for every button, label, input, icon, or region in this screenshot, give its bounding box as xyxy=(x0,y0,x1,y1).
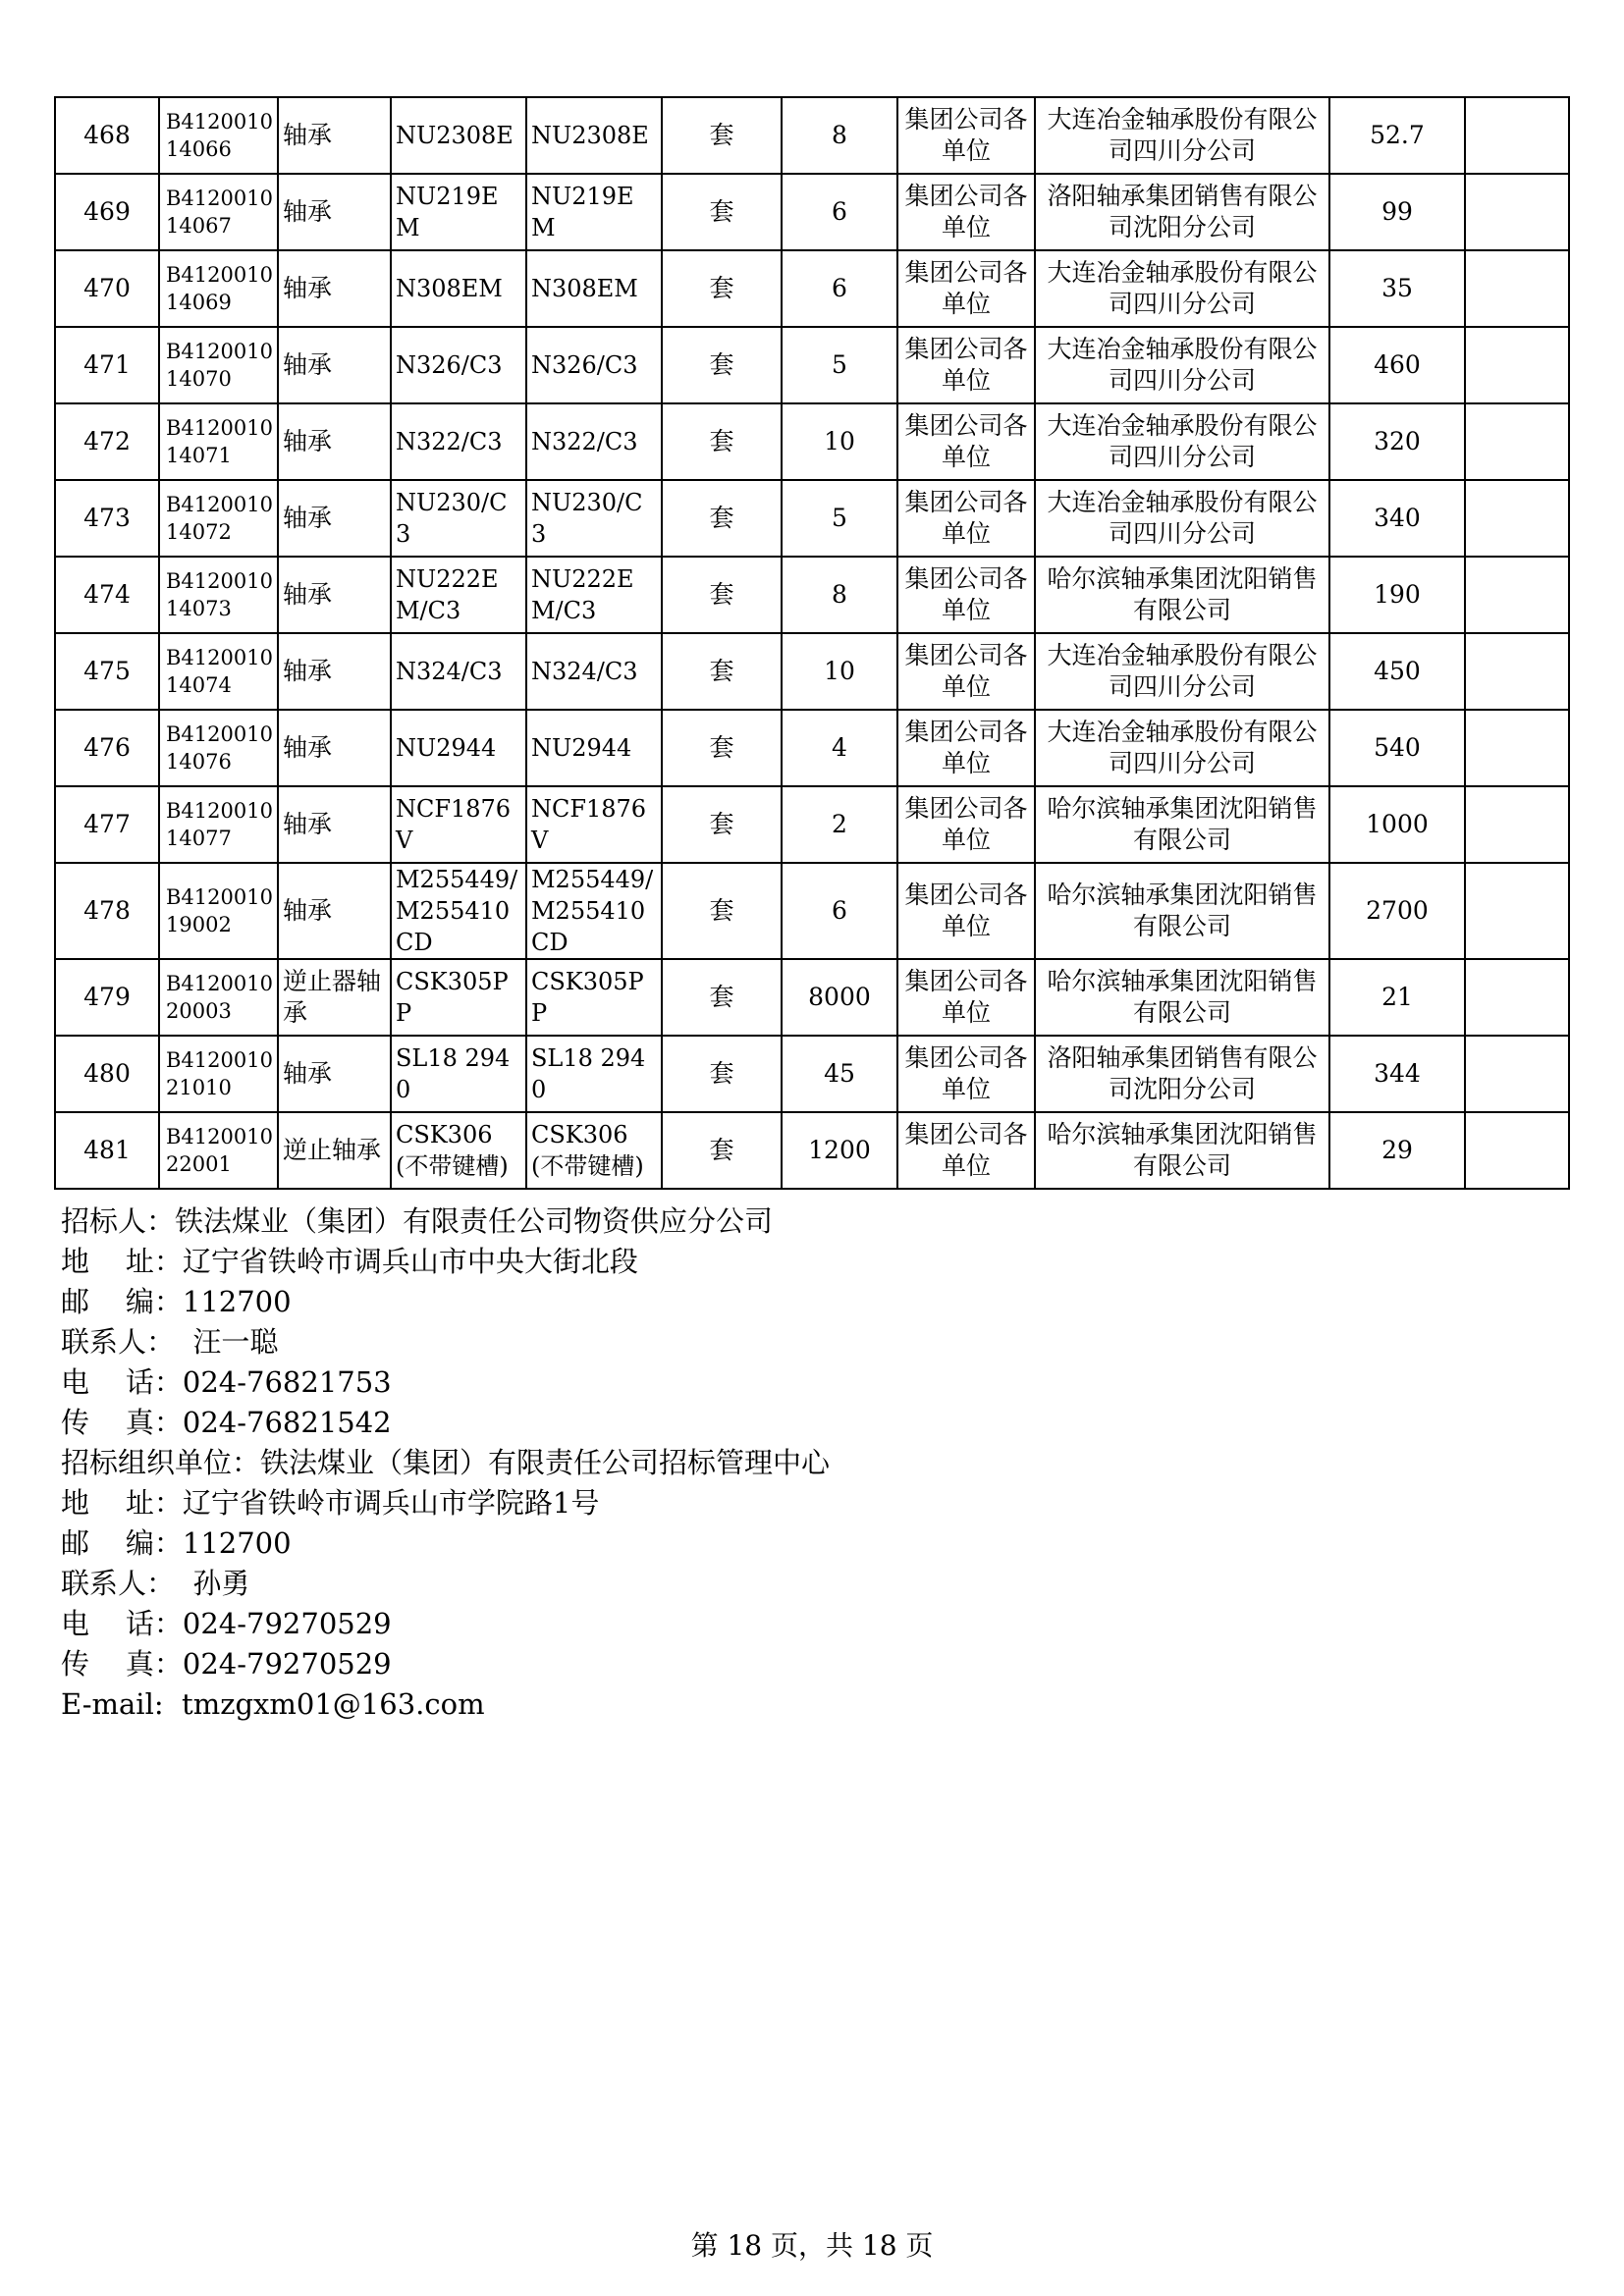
user-unit-cell: 集团公司各单位 xyxy=(897,327,1035,403)
price-cell: 29 xyxy=(1329,1112,1465,1189)
material-name-cell: 轴承 xyxy=(278,480,391,557)
spec-model-cell: N308EM xyxy=(391,250,526,327)
row-number-cell: 468 xyxy=(55,97,159,174)
bid-spec-cell: SL18 2940 xyxy=(526,1036,662,1112)
tenderer-address-line: 地 址：辽宁省铁岭市调兵山市中央大街北段 xyxy=(61,1245,638,1278)
row-number-cell: 475 xyxy=(55,633,159,710)
material-name-cell: 轴承 xyxy=(278,863,391,959)
quantity-cell: 8 xyxy=(782,97,897,174)
user-unit-cell: 集团公司各单位 xyxy=(897,1036,1035,1112)
unit-cell: 套 xyxy=(662,557,782,633)
material-name-cell: 轴承 xyxy=(278,403,391,480)
user-unit-cell: 集团公司各单位 xyxy=(897,480,1035,557)
bid-spec-cell: N322/C3 xyxy=(526,403,662,480)
supplier-cell: 大连冶金轴承股份有限公司四川分公司 xyxy=(1035,403,1329,480)
spec-model-cell: NU230/C3 xyxy=(391,480,526,557)
table-row xyxy=(55,480,1569,557)
row-number-cell: 481 xyxy=(55,1112,159,1189)
remark-cell xyxy=(1465,959,1569,1036)
price-cell: 35 xyxy=(1329,250,1465,327)
table-row xyxy=(55,863,1569,959)
bid-spec-cell: N326/C3 xyxy=(526,327,662,403)
material-code-cell: B4120010 14069 xyxy=(159,250,278,327)
spec-model-cell: CSK305PP xyxy=(391,959,526,1036)
unit-cell: 套 xyxy=(662,863,782,959)
material-name-cell: 逆止轴承 xyxy=(278,1112,391,1189)
agency-postcode-line: 邮 编：112700 xyxy=(61,1526,292,1560)
spec-model-cell: N324/C3 xyxy=(391,633,526,710)
email-line: E-mail: tmzgxm01@163.com xyxy=(61,1687,485,1721)
table-row xyxy=(55,1112,1569,1189)
user-unit-cell: 集团公司各单位 xyxy=(897,863,1035,959)
material-name-cell: 轴承 xyxy=(278,250,391,327)
user-unit-cell: 集团公司各单位 xyxy=(897,786,1035,863)
price-cell: 340 xyxy=(1329,480,1465,557)
table-row xyxy=(55,959,1569,1036)
material-code-cell: B4120010 22001 xyxy=(159,1112,278,1189)
row-number-cell: 478 xyxy=(55,863,159,959)
quantity-cell: 6 xyxy=(782,250,897,327)
agency-line: 招标组织单位：铁法煤业（集团）有限责任公司招标管理中心 xyxy=(61,1446,831,1479)
tenderer-phone-line: 电 话：024-76821753 xyxy=(61,1365,392,1399)
unit-cell: 套 xyxy=(662,327,782,403)
bid-spec-cell: N308EM xyxy=(526,250,662,327)
table-row xyxy=(55,633,1569,710)
bid-spec-cell: NU2944 xyxy=(526,710,662,786)
spec-model-cell: NU2944 xyxy=(391,710,526,786)
row-number-cell: 473 xyxy=(55,480,159,557)
price-cell: 190 xyxy=(1329,557,1465,633)
bid-spec-cell: NCF1876V xyxy=(526,786,662,863)
price-cell: 2700 xyxy=(1329,863,1465,959)
supplier-cell: 大连冶金轴承股份有限公司四川分公司 xyxy=(1035,250,1329,327)
unit-cell: 套 xyxy=(662,250,782,327)
tenderer-fax-line: 传 真：024-76821542 xyxy=(61,1406,392,1439)
user-unit-cell: 集团公司各单位 xyxy=(897,710,1035,786)
bid-spec-cell: NU230/C3 xyxy=(526,480,662,557)
user-unit-cell: 集团公司各单位 xyxy=(897,959,1035,1036)
supplier-cell: 大连冶金轴承股份有限公司四川分公司 xyxy=(1035,710,1329,786)
material-name-cell: 轴承 xyxy=(278,557,391,633)
spec-model-cell: NU222EM/C3 xyxy=(391,557,526,633)
unit-cell: 套 xyxy=(662,959,782,1036)
row-number-cell: 477 xyxy=(55,786,159,863)
supplier-cell: 哈尔滨轴承集团沈阳销售有限公司 xyxy=(1035,1112,1329,1189)
table-row xyxy=(55,403,1569,480)
quantity-cell: 1200 xyxy=(782,1112,897,1189)
material-code-cell: B4120010 14073 xyxy=(159,557,278,633)
quantity-cell: 4 xyxy=(782,710,897,786)
material-name-cell: 轴承 xyxy=(278,97,391,174)
remark-cell xyxy=(1465,250,1569,327)
agency-fax-line: 传 真：024-79270529 xyxy=(61,1647,392,1681)
spec-model-cell: N326/C3 xyxy=(391,327,526,403)
row-number-cell: 469 xyxy=(55,174,159,250)
row-number-cell: 476 xyxy=(55,710,159,786)
quantity-cell: 5 xyxy=(782,327,897,403)
tenderer-line: 招标人：铁法煤业（集团）有限责任公司物资供应分公司 xyxy=(61,1204,774,1238)
unit-cell: 套 xyxy=(662,710,782,786)
spec-model-cell: NU219EM xyxy=(391,174,526,250)
page-footer: 第 18 页，共 18 页 xyxy=(690,2229,934,2262)
user-unit-cell: 集团公司各单位 xyxy=(897,97,1035,174)
agency-address-line: 地 址：辽宁省铁岭市调兵山市学院路1号 xyxy=(61,1486,600,1520)
material-name-cell: 轴承 xyxy=(278,174,391,250)
material-code-cell: B4120010 14070 xyxy=(159,327,278,403)
spec-model-cell: CSK306(不带键槽) xyxy=(391,1112,526,1189)
bid-spec-cell: NU2308E xyxy=(526,97,662,174)
remark-cell xyxy=(1465,327,1569,403)
remark-cell xyxy=(1465,863,1569,959)
row-number-cell: 474 xyxy=(55,557,159,633)
price-cell: 540 xyxy=(1329,710,1465,786)
supplier-cell: 大连冶金轴承股份有限公司四川分公司 xyxy=(1035,633,1329,710)
quantity-cell: 5 xyxy=(782,480,897,557)
row-number-cell: 471 xyxy=(55,327,159,403)
supplier-cell: 大连冶金轴承股份有限公司四川分公司 xyxy=(1035,327,1329,403)
material-code-cell: B4120010 14076 xyxy=(159,710,278,786)
material-name-cell: 逆止器轴承 xyxy=(278,959,391,1036)
row-number-cell: 470 xyxy=(55,250,159,327)
bid-spec-cell: M255449/M255410CD xyxy=(526,863,662,959)
remark-cell xyxy=(1465,633,1569,710)
user-unit-cell: 集团公司各单位 xyxy=(897,557,1035,633)
remark-cell xyxy=(1465,1036,1569,1112)
agency-phone-line: 电 话：024-79270529 xyxy=(61,1607,392,1640)
quantity-cell: 6 xyxy=(782,174,897,250)
bid-spec-cell: NU219EM xyxy=(526,174,662,250)
material-name-cell: 轴承 xyxy=(278,633,391,710)
agency-contact-line: 联系人： 孙勇 xyxy=(61,1567,250,1600)
material-code-cell: B4120010 14072 xyxy=(159,480,278,557)
material-name-cell: 轴承 xyxy=(278,710,391,786)
quantity-cell: 10 xyxy=(782,403,897,480)
quantity-cell: 8000 xyxy=(782,959,897,1036)
price-cell: 460 xyxy=(1329,327,1465,403)
bid-spec-cell: NU222EM/C3 xyxy=(526,557,662,633)
table-row xyxy=(55,557,1569,633)
quantity-cell: 6 xyxy=(782,863,897,959)
price-cell: 1000 xyxy=(1329,786,1465,863)
table-row xyxy=(55,786,1569,863)
table-row xyxy=(55,97,1569,174)
quantity-cell: 2 xyxy=(782,786,897,863)
remark-cell xyxy=(1465,403,1569,480)
row-number-cell: 480 xyxy=(55,1036,159,1112)
table-body xyxy=(55,97,1569,1189)
material-code-cell: B4120010 14077 xyxy=(159,786,278,863)
price-cell: 52.7 xyxy=(1329,97,1465,174)
unit-cell: 套 xyxy=(662,403,782,480)
unit-cell: 套 xyxy=(662,480,782,557)
remark-cell xyxy=(1465,710,1569,786)
material-code-cell: B4120010 14071 xyxy=(159,403,278,480)
remark-cell xyxy=(1465,1112,1569,1189)
material-name-cell: 轴承 xyxy=(278,327,391,403)
table-row xyxy=(55,250,1569,327)
user-unit-cell: 集团公司各单位 xyxy=(897,250,1035,327)
quantity-cell: 45 xyxy=(782,1036,897,1112)
table-row xyxy=(55,174,1569,250)
remark-cell xyxy=(1465,174,1569,250)
supplier-cell: 洛阳轴承集团销售有限公司沈阳分公司 xyxy=(1035,174,1329,250)
row-number-cell: 479 xyxy=(55,959,159,1036)
tenderer-contact-line: 联系人： 汪一聪 xyxy=(61,1325,279,1359)
bid-spec-cell: CSK306(不带键槽) xyxy=(526,1112,662,1189)
supplier-cell: 哈尔滨轴承集团沈阳销售有限公司 xyxy=(1035,959,1329,1036)
material-code-cell: B4120010 14066 xyxy=(159,97,278,174)
spec-model-cell: NU2308E xyxy=(391,97,526,174)
quantity-cell: 10 xyxy=(782,633,897,710)
user-unit-cell: 集团公司各单位 xyxy=(897,633,1035,710)
supplier-cell: 大连冶金轴承股份有限公司四川分公司 xyxy=(1035,97,1329,174)
user-unit-cell: 集团公司各单位 xyxy=(897,1112,1035,1189)
unit-cell: 套 xyxy=(662,97,782,174)
table-row xyxy=(55,1036,1569,1112)
spec-model-cell: M255449/M255410CD xyxy=(391,863,526,959)
user-unit-cell: 集团公司各单位 xyxy=(897,174,1035,250)
material-code-cell: B4120010 20003 xyxy=(159,959,278,1036)
remark-cell xyxy=(1465,557,1569,633)
supplier-cell: 哈尔滨轴承集团沈阳销售有限公司 xyxy=(1035,557,1329,633)
unit-cell: 套 xyxy=(662,1036,782,1112)
material-code-cell: B4120010 14067 xyxy=(159,174,278,250)
price-cell: 450 xyxy=(1329,633,1465,710)
bid-spec-cell: N324/C3 xyxy=(526,633,662,710)
price-cell: 344 xyxy=(1329,1036,1465,1112)
price-cell: 320 xyxy=(1329,403,1465,480)
bid-spec-cell: CSK305PP xyxy=(526,959,662,1036)
supplier-cell: 洛阳轴承集团销售有限公司沈阳分公司 xyxy=(1035,1036,1329,1112)
table-row xyxy=(55,327,1569,403)
spec-model-cell: SL18 2940 xyxy=(391,1036,526,1112)
material-name-cell: 轴承 xyxy=(278,786,391,863)
supplier-cell: 哈尔滨轴承集团沈阳销售有限公司 xyxy=(1035,786,1329,863)
contact-block xyxy=(61,1201,830,1725)
spec-model-cell: NCF1876V xyxy=(391,786,526,863)
unit-cell: 套 xyxy=(662,633,782,710)
material-code-cell: B4120010 14074 xyxy=(159,633,278,710)
spec-model-cell: N322/C3 xyxy=(391,403,526,480)
bid-result-table xyxy=(54,96,1570,1190)
material-code-cell: B4120010 21010 xyxy=(159,1036,278,1112)
remark-cell xyxy=(1465,97,1569,174)
row-number-cell: 472 xyxy=(55,403,159,480)
unit-cell: 套 xyxy=(662,786,782,863)
material-name-cell: 轴承 xyxy=(278,1036,391,1112)
supplier-cell: 哈尔滨轴承集团沈阳销售有限公司 xyxy=(1035,863,1329,959)
user-unit-cell: 集团公司各单位 xyxy=(897,403,1035,480)
unit-cell: 套 xyxy=(662,174,782,250)
supplier-cell: 大连冶金轴承股份有限公司四川分公司 xyxy=(1035,480,1329,557)
unit-cell: 套 xyxy=(662,1112,782,1189)
price-cell: 99 xyxy=(1329,174,1465,250)
remark-cell xyxy=(1465,480,1569,557)
material-code-cell: B4120010 19002 xyxy=(159,863,278,959)
tenderer-postcode-line: 邮 编：112700 xyxy=(61,1285,292,1318)
table-row xyxy=(55,710,1569,786)
remark-cell xyxy=(1465,786,1569,863)
price-cell: 21 xyxy=(1329,959,1465,1036)
quantity-cell: 8 xyxy=(782,557,897,633)
